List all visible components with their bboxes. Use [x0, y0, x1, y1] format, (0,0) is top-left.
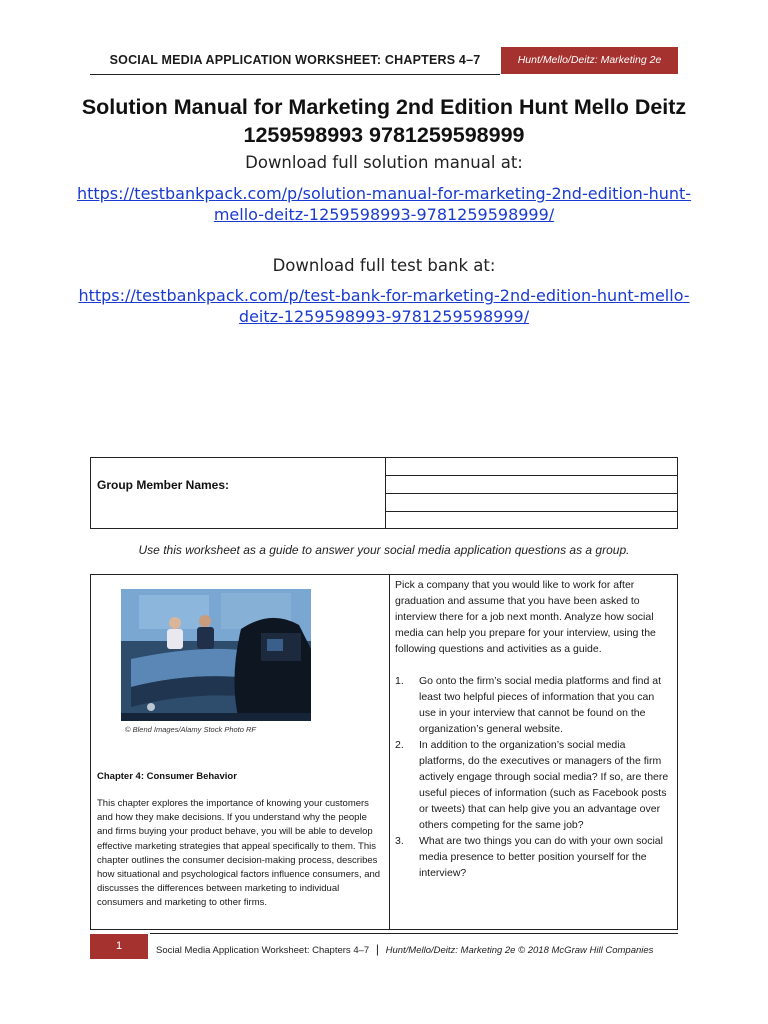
- photo-credit: © Blend Images/Alamy Stock Photo RF: [125, 725, 256, 734]
- chapter-title: Chapter 4: Consumer Behavior: [97, 771, 237, 782]
- activity-question: [395, 833, 673, 881]
- chapter-content-box: [90, 574, 678, 930]
- page-number-badge: 1: [90, 934, 148, 959]
- footer-worksheet-title: Social Media Application Worksheet: Chapters 4–7: [156, 945, 370, 956]
- activity-question: [395, 673, 673, 737]
- group-name-line-1[interactable]: [385, 475, 677, 476]
- footer-rule: [150, 933, 678, 934]
- solution-download-label: Download full solution manual at:: [245, 153, 523, 172]
- question-number: 2.: [395, 739, 404, 751]
- footer-text: [156, 942, 653, 956]
- footer-book-credit: Hunt/Mello/Deitz: Marketing 2e © 2018 McGraw Hill Companies: [385, 945, 654, 956]
- activity-question-list: [395, 673, 673, 881]
- question-text: In addition to the organization’s social media platforms, do the executives or managers of the firm actively engage through social media? If so, are there useful pieces of information (such as Facebook posts or tweets) that can help give you an advantage over others competing for the same job?: [419, 739, 669, 831]
- group-name-line-3[interactable]: [385, 511, 677, 512]
- footer-separator: |: [375, 942, 379, 956]
- activity-question: [395, 737, 673, 833]
- header-rule: [90, 74, 500, 75]
- worksheet-header-title: SOCIAL MEDIA APPLICATION WORKSHEET: CHAPTERS 4–7: [109, 53, 481, 67]
- page-title: Solution Manual for Marketing 2nd Edition Hunt Mello Deitz 1259598993 9781259598999: [81, 95, 687, 147]
- question-text: Go onto the firm’s social media platforms and find at least two helpful pieces of information that you can use in your interview that cannot be found on the organization’s general website.: [419, 675, 662, 735]
- question-number: 1.: [395, 675, 404, 687]
- group-name-line-2[interactable]: [385, 493, 677, 494]
- testbank-download-label: Download full test bank at:: [272, 256, 496, 275]
- group-member-table: [90, 457, 678, 529]
- news-studio-photo: [121, 589, 311, 721]
- activity-column: [395, 577, 673, 881]
- solution-manual-link[interactable]: https://testbankpack.com/p/solution-manual-for-marketing-2nd-edition-hunt-mello-deitz-1259598993-9781259598999/: [76, 184, 692, 224]
- question-text: What are two things you can do with your own social media presence to better position yourself for the interview?: [419, 835, 663, 879]
- activity-intro: Pick a company that you would like to work for after graduation and assume that you have been asked to interview there for a job next month. Analyze how social media can help you prepare for your interview, using the following questions and activities as a guide.: [395, 579, 656, 655]
- test-bank-link[interactable]: https://testbankpack.com/p/test-bank-for-marketing-2nd-edition-hunt-mello-deitz-1259598993-9781259598999/: [78, 286, 690, 326]
- news-studio-illustration: [121, 589, 311, 721]
- content-column-divider: [389, 575, 390, 929]
- chapter-description: This chapter explores the importance of knowing your customers and how they make decisions. If you understand why the people and firms buying your product behave, you will be able to develop effective marketing strategies that appeal specifically to them. This chapter outlines the consumer decision-making process, describes how situational and psychological factors influence consumers, and discusses the differences between marketing to individual consumers and marketing to other firms.: [97, 798, 381, 909]
- group-member-label: Group Member Names:: [97, 478, 230, 492]
- worksheet-instruction: Use this worksheet as a guide to answer your social media application questions as a group.: [138, 543, 630, 557]
- question-number: 3.: [395, 835, 404, 847]
- header-book-badge: Hunt/Mello/Deitz: Marketing 2e: [501, 47, 678, 74]
